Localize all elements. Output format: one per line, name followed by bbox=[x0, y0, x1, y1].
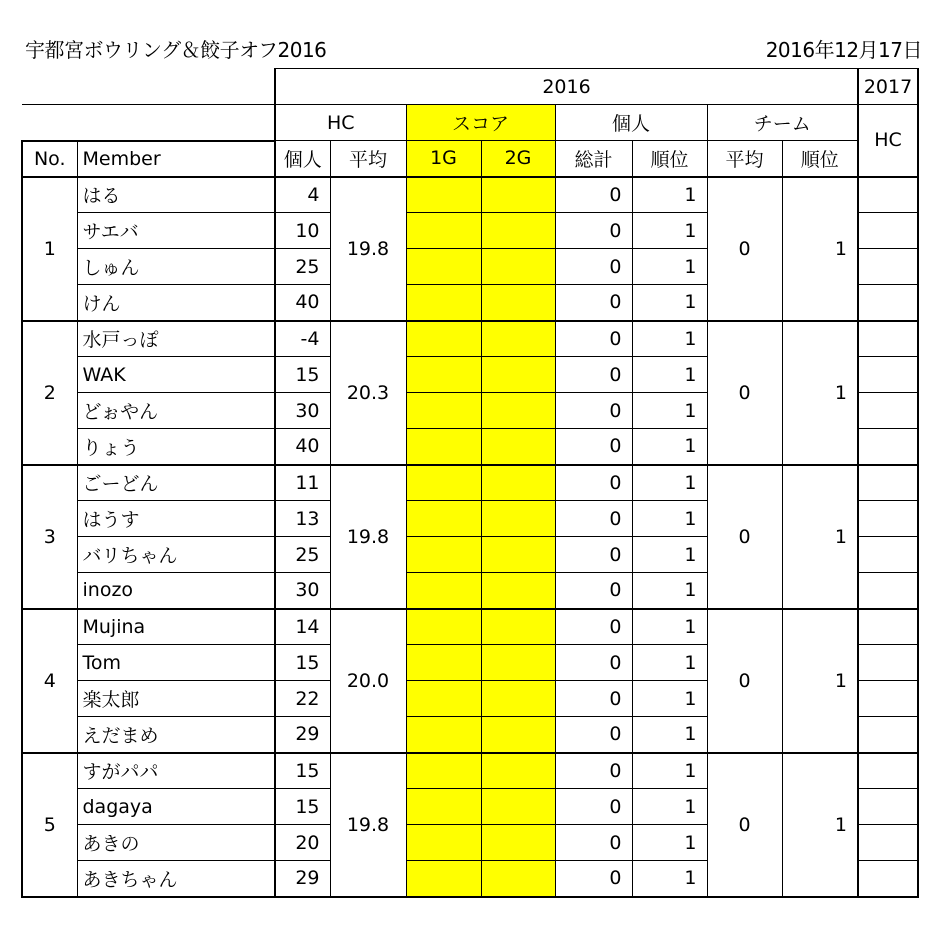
member-rank: 1 bbox=[632, 609, 707, 645]
member-total: 0 bbox=[555, 285, 632, 321]
member-name: 水戸っぽ bbox=[77, 321, 275, 357]
team-hc-average: 20.3 bbox=[330, 321, 406, 465]
member-hc: 10 bbox=[275, 213, 330, 249]
team-number: 4 bbox=[22, 609, 77, 753]
member-total: 0 bbox=[555, 393, 632, 429]
team-average: 0 bbox=[707, 753, 782, 897]
table-row bbox=[22, 177, 918, 213]
member-hc: 15 bbox=[275, 753, 330, 789]
member-name: WAK bbox=[77, 357, 275, 393]
member-hc: 40 bbox=[275, 429, 330, 465]
member-hc-2017 bbox=[858, 681, 918, 717]
member-rank: 1 bbox=[632, 645, 707, 681]
team-number: 3 bbox=[22, 465, 77, 609]
score-game-2 bbox=[481, 861, 555, 897]
member-total: 0 bbox=[555, 681, 632, 717]
score-game-2 bbox=[481, 249, 555, 285]
score-game-1 bbox=[406, 609, 481, 645]
member-name: ごーどん bbox=[77, 465, 275, 501]
team-number: 2 bbox=[22, 321, 77, 465]
individual-group-header: 個人 bbox=[555, 105, 707, 141]
hc-2017-header: HC bbox=[858, 105, 918, 177]
member-rank: 1 bbox=[632, 537, 707, 573]
member-rank: 1 bbox=[632, 861, 707, 897]
team-hc-average: 20.0 bbox=[330, 609, 406, 753]
score-game-1 bbox=[406, 285, 481, 321]
member-hc-2017 bbox=[858, 501, 918, 537]
blank-corner-2 bbox=[22, 105, 275, 141]
member-hc: 25 bbox=[275, 537, 330, 573]
member-rank: 1 bbox=[632, 357, 707, 393]
table-row bbox=[22, 465, 918, 501]
team-average: 0 bbox=[707, 465, 782, 609]
member-hc-2017 bbox=[858, 213, 918, 249]
member-name: サエバ bbox=[77, 213, 275, 249]
team-average: 0 bbox=[707, 609, 782, 753]
member-name: どぉやん bbox=[77, 393, 275, 429]
team-hc-average: 19.8 bbox=[330, 465, 406, 609]
member-total: 0 bbox=[555, 465, 632, 501]
col-total: 総計 bbox=[555, 141, 632, 177]
col-game-2: 2G bbox=[481, 141, 555, 177]
team-hc-average: 19.8 bbox=[330, 753, 406, 897]
member-rank: 1 bbox=[632, 429, 707, 465]
member-hc: 11 bbox=[275, 465, 330, 501]
member-hc: 13 bbox=[275, 501, 330, 537]
score-game-2 bbox=[481, 681, 555, 717]
col-game-1: 1G bbox=[406, 141, 481, 177]
year-2016-header: 2016 bbox=[275, 69, 858, 105]
member-hc-2017 bbox=[858, 393, 918, 429]
score-game-2 bbox=[481, 465, 555, 501]
score-game-2 bbox=[481, 789, 555, 825]
col-rank: 順位 bbox=[632, 141, 707, 177]
score-game-1 bbox=[406, 357, 481, 393]
score-game-2 bbox=[481, 393, 555, 429]
member-total: 0 bbox=[555, 249, 632, 285]
team-rank: 1 bbox=[782, 465, 858, 609]
member-hc-2017 bbox=[858, 537, 918, 573]
score-game-1 bbox=[406, 177, 481, 213]
score-game-1 bbox=[406, 393, 481, 429]
member-hc: 30 bbox=[275, 393, 330, 429]
score-game-1 bbox=[406, 645, 481, 681]
score-game-2 bbox=[481, 501, 555, 537]
member-total: 0 bbox=[555, 789, 632, 825]
member-hc: 40 bbox=[275, 285, 330, 321]
blank-corner bbox=[22, 69, 275, 105]
team-group-header: チーム bbox=[707, 105, 858, 141]
score-game-2 bbox=[481, 609, 555, 645]
score-game-1 bbox=[406, 213, 481, 249]
score-game-1 bbox=[406, 789, 481, 825]
member-total: 0 bbox=[555, 609, 632, 645]
member-hc: 15 bbox=[275, 645, 330, 681]
col-team-average: 平均 bbox=[707, 141, 782, 177]
member-rank: 1 bbox=[632, 789, 707, 825]
member-hc: 22 bbox=[275, 681, 330, 717]
col-team-rank: 順位 bbox=[782, 141, 858, 177]
score-game-1 bbox=[406, 717, 481, 753]
member-name: けん bbox=[77, 285, 275, 321]
sheet-date: 2016年12月17日 bbox=[765, 38, 922, 62]
member-hc-2017 bbox=[858, 717, 918, 753]
table-row bbox=[22, 321, 918, 357]
score-table bbox=[21, 68, 919, 898]
score-game-2 bbox=[481, 645, 555, 681]
hc-group-header: HC bbox=[275, 105, 406, 141]
score-game-1 bbox=[406, 429, 481, 465]
score-game-1 bbox=[406, 573, 481, 609]
score-group-header: スコア bbox=[406, 105, 555, 141]
member-name: りょう bbox=[77, 429, 275, 465]
score-game-2 bbox=[481, 429, 555, 465]
member-name: dagaya bbox=[77, 789, 275, 825]
member-total: 0 bbox=[555, 429, 632, 465]
member-hc: 29 bbox=[275, 717, 330, 753]
member-hc-2017 bbox=[858, 609, 918, 645]
member-name: すがパパ bbox=[77, 753, 275, 789]
member-total: 0 bbox=[555, 717, 632, 753]
team-rank: 1 bbox=[782, 609, 858, 753]
score-game-2 bbox=[481, 177, 555, 213]
member-total: 0 bbox=[555, 825, 632, 861]
member-hc-2017 bbox=[858, 753, 918, 789]
member-name: Tom bbox=[77, 645, 275, 681]
member-rank: 1 bbox=[632, 681, 707, 717]
member-hc: 20 bbox=[275, 825, 330, 861]
score-game-2 bbox=[481, 357, 555, 393]
col-hc-average: 平均 bbox=[330, 141, 406, 177]
member-hc-2017 bbox=[858, 465, 918, 501]
team-number: 1 bbox=[22, 177, 77, 321]
member-name: しゅん bbox=[77, 249, 275, 285]
score-game-1 bbox=[406, 825, 481, 861]
member-rank: 1 bbox=[632, 753, 707, 789]
score-game-2 bbox=[481, 213, 555, 249]
member-hc-2017 bbox=[858, 429, 918, 465]
table-row bbox=[22, 753, 918, 789]
member-total: 0 bbox=[555, 753, 632, 789]
member-total: 0 bbox=[555, 177, 632, 213]
member-name: バリちゃん bbox=[77, 537, 275, 573]
member-rank: 1 bbox=[632, 249, 707, 285]
member-hc-2017 bbox=[858, 861, 918, 897]
member-total: 0 bbox=[555, 573, 632, 609]
year-2017-header: 2017 bbox=[858, 69, 918, 105]
member-hc-2017 bbox=[858, 789, 918, 825]
score-game-2 bbox=[481, 573, 555, 609]
member-hc: 15 bbox=[275, 357, 330, 393]
member-hc: 29 bbox=[275, 861, 330, 897]
member-rank: 1 bbox=[632, 501, 707, 537]
member-hc-2017 bbox=[858, 249, 918, 285]
member-hc: 25 bbox=[275, 249, 330, 285]
sheet-title: 宇都宮ボウリング＆餃子オフ2016 bbox=[25, 38, 327, 62]
col-hc-individual: 個人 bbox=[275, 141, 330, 177]
col-no: No. bbox=[22, 141, 77, 177]
member-total: 0 bbox=[555, 357, 632, 393]
score-game-2 bbox=[481, 537, 555, 573]
score-game-2 bbox=[481, 717, 555, 753]
score-game-2 bbox=[481, 753, 555, 789]
member-rank: 1 bbox=[632, 465, 707, 501]
member-hc-2017 bbox=[858, 825, 918, 861]
member-name: inozo bbox=[77, 573, 275, 609]
team-rank: 1 bbox=[782, 177, 858, 321]
member-name: はうす bbox=[77, 501, 275, 537]
score-game-1 bbox=[406, 321, 481, 357]
team-hc-average: 19.8 bbox=[330, 177, 406, 321]
team-rank: 1 bbox=[782, 321, 858, 465]
member-total: 0 bbox=[555, 537, 632, 573]
score-game-2 bbox=[481, 321, 555, 357]
member-hc-2017 bbox=[858, 357, 918, 393]
score-game-2 bbox=[481, 825, 555, 861]
score-game-1 bbox=[406, 753, 481, 789]
member-name: 楽太郎 bbox=[77, 681, 275, 717]
member-total: 0 bbox=[555, 321, 632, 357]
member-rank: 1 bbox=[632, 573, 707, 609]
member-total: 0 bbox=[555, 861, 632, 897]
member-hc-2017 bbox=[858, 177, 918, 213]
member-hc: 15 bbox=[275, 789, 330, 825]
member-name: Mujina bbox=[77, 609, 275, 645]
col-member: Member bbox=[77, 141, 275, 177]
member-hc: -4 bbox=[275, 321, 330, 357]
score-game-1 bbox=[406, 465, 481, 501]
member-rank: 1 bbox=[632, 321, 707, 357]
team-rank: 1 bbox=[782, 753, 858, 897]
member-hc: 4 bbox=[275, 177, 330, 213]
member-total: 0 bbox=[555, 213, 632, 249]
table-row bbox=[22, 609, 918, 645]
member-hc: 30 bbox=[275, 573, 330, 609]
member-rank: 1 bbox=[632, 285, 707, 321]
score-game-1 bbox=[406, 861, 481, 897]
member-hc-2017 bbox=[858, 573, 918, 609]
member-rank: 1 bbox=[632, 717, 707, 753]
score-game-1 bbox=[406, 249, 481, 285]
member-hc-2017 bbox=[858, 321, 918, 357]
score-game-1 bbox=[406, 681, 481, 717]
member-name: えだまめ bbox=[77, 717, 275, 753]
score-game-1 bbox=[406, 501, 481, 537]
member-rank: 1 bbox=[632, 213, 707, 249]
member-hc: 14 bbox=[275, 609, 330, 645]
team-number: 5 bbox=[22, 753, 77, 897]
member-name: あきちゃん bbox=[77, 861, 275, 897]
member-total: 0 bbox=[555, 501, 632, 537]
member-total: 0 bbox=[555, 645, 632, 681]
team-average: 0 bbox=[707, 321, 782, 465]
score-game-1 bbox=[406, 537, 481, 573]
member-name: あきの bbox=[77, 825, 275, 861]
member-rank: 1 bbox=[632, 393, 707, 429]
team-average: 0 bbox=[707, 177, 782, 321]
member-name: はる bbox=[77, 177, 275, 213]
member-hc-2017 bbox=[858, 285, 918, 321]
score-game-2 bbox=[481, 285, 555, 321]
member-hc-2017 bbox=[858, 645, 918, 681]
member-rank: 1 bbox=[632, 825, 707, 861]
member-rank: 1 bbox=[632, 177, 707, 213]
